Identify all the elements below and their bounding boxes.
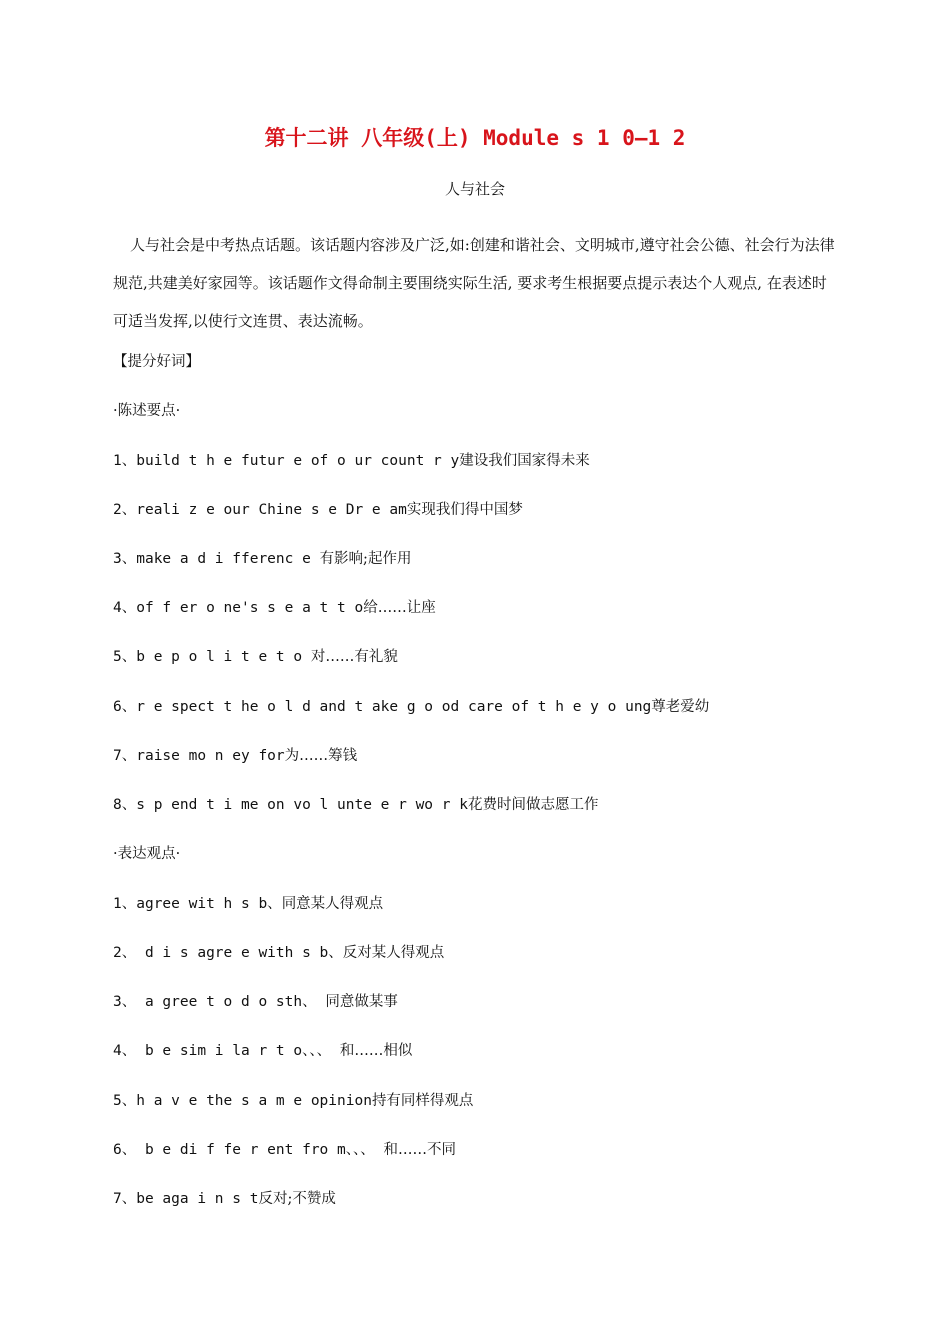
phrase-cn: 为……筹钱 [284, 748, 358, 764]
phrase-en: 3、make a d i fferenc e [113, 551, 320, 567]
phrase-cn: 给……让座 [363, 600, 436, 616]
phrase-cn: 同意某人得观点 [281, 896, 384, 912]
phrase-cn: 和……不同 [383, 1142, 456, 1158]
phrase-cn: 对……有礼貌 [310, 649, 398, 665]
phrase-en: 5、b e p o l i t e t o [113, 649, 311, 665]
list-item [113, 893, 383, 915]
phrase-cn: 实现我们得中国梦 [406, 502, 523, 518]
list-item [113, 597, 436, 619]
list-item [113, 499, 523, 521]
phrase-en: 2、reali z e our Chine s e Dr e am [113, 502, 407, 518]
phrase-en: 6、 b e di f fe r ent fro m、、、 [113, 1142, 384, 1158]
phrase-en: 7、raise mo n ey for [113, 748, 285, 764]
phrase-en: 4、 b e sim i la r t o、、、 [113, 1043, 340, 1059]
list-item [113, 696, 709, 718]
phrase-cn: 有影响;起作用 [319, 551, 412, 567]
group-heading-key-points: ·陈述要点· [113, 403, 181, 419]
phrase-en: 7、be aga i n s t [113, 1191, 259, 1207]
list-item [113, 745, 357, 767]
list-item [113, 1188, 336, 1210]
phrase-en: 1、agree wit h s b、 [113, 896, 282, 912]
phrase-cn: 建设我们国家得未来 [459, 453, 590, 469]
phrase-en: 8、s p end t i me on vo l unte e r wo r k [113, 797, 468, 813]
list-item [113, 1090, 473, 1112]
list-item [113, 646, 398, 668]
list-item [113, 991, 398, 1013]
phrase-en: 6、r e spect t he o l d and t ake g o od care of t h e y o ung [113, 699, 652, 715]
phrase-cn: 持有同样得观点 [371, 1093, 474, 1109]
list-item [113, 1139, 456, 1161]
phrase-en: 4、of f er o ne's s e a t t o [113, 600, 364, 616]
group-heading-opinions: ·表达观点· [113, 846, 181, 862]
page-subtitle: 人与社会 [444, 180, 505, 198]
section-heading: 【提分好词】 [113, 354, 200, 370]
intro-paragraph: 人与社会是中考热点话题。该话题内容涉及广泛,如:创建和谐社会、文明城市,遵守社会公德、社会行为法律规范,共建美好家园等。该话题作文得命制主要围绕实际生活, 要求考生根据要点提示表达个人观点, 在表述时可适当发挥,以使行文连贯、表达流畅。 [113, 236, 835, 330]
phrase-en: 3、 a gree t o d o sth、 [113, 994, 326, 1010]
phrase-en: 2、 d i s agre e with s b、 [113, 945, 343, 961]
phrase-en: 1、build t h e futur e of o ur count r y [113, 453, 460, 469]
phrase-cn: 尊老爱幼 [651, 699, 710, 715]
phrase-cn: 同意做某事 [325, 994, 398, 1010]
phrase-cn: 反对;不赞成 [258, 1191, 336, 1207]
page-title: 第十二讲 八年级(上) Module s 1 0—1 2 [264, 126, 686, 150]
list-item [113, 450, 590, 472]
phrase-cn: 反对某人得观点 [342, 945, 445, 961]
phrase-cn: 和……相似 [339, 1043, 413, 1059]
list-item [113, 794, 598, 816]
phrase-cn: 花费时间做志愿工作 [467, 797, 599, 813]
list-item [113, 548, 411, 570]
list-item [113, 942, 444, 964]
list-item [113, 1040, 412, 1062]
phrase-en: 5、h a v e the s a m e opinion [113, 1093, 372, 1109]
